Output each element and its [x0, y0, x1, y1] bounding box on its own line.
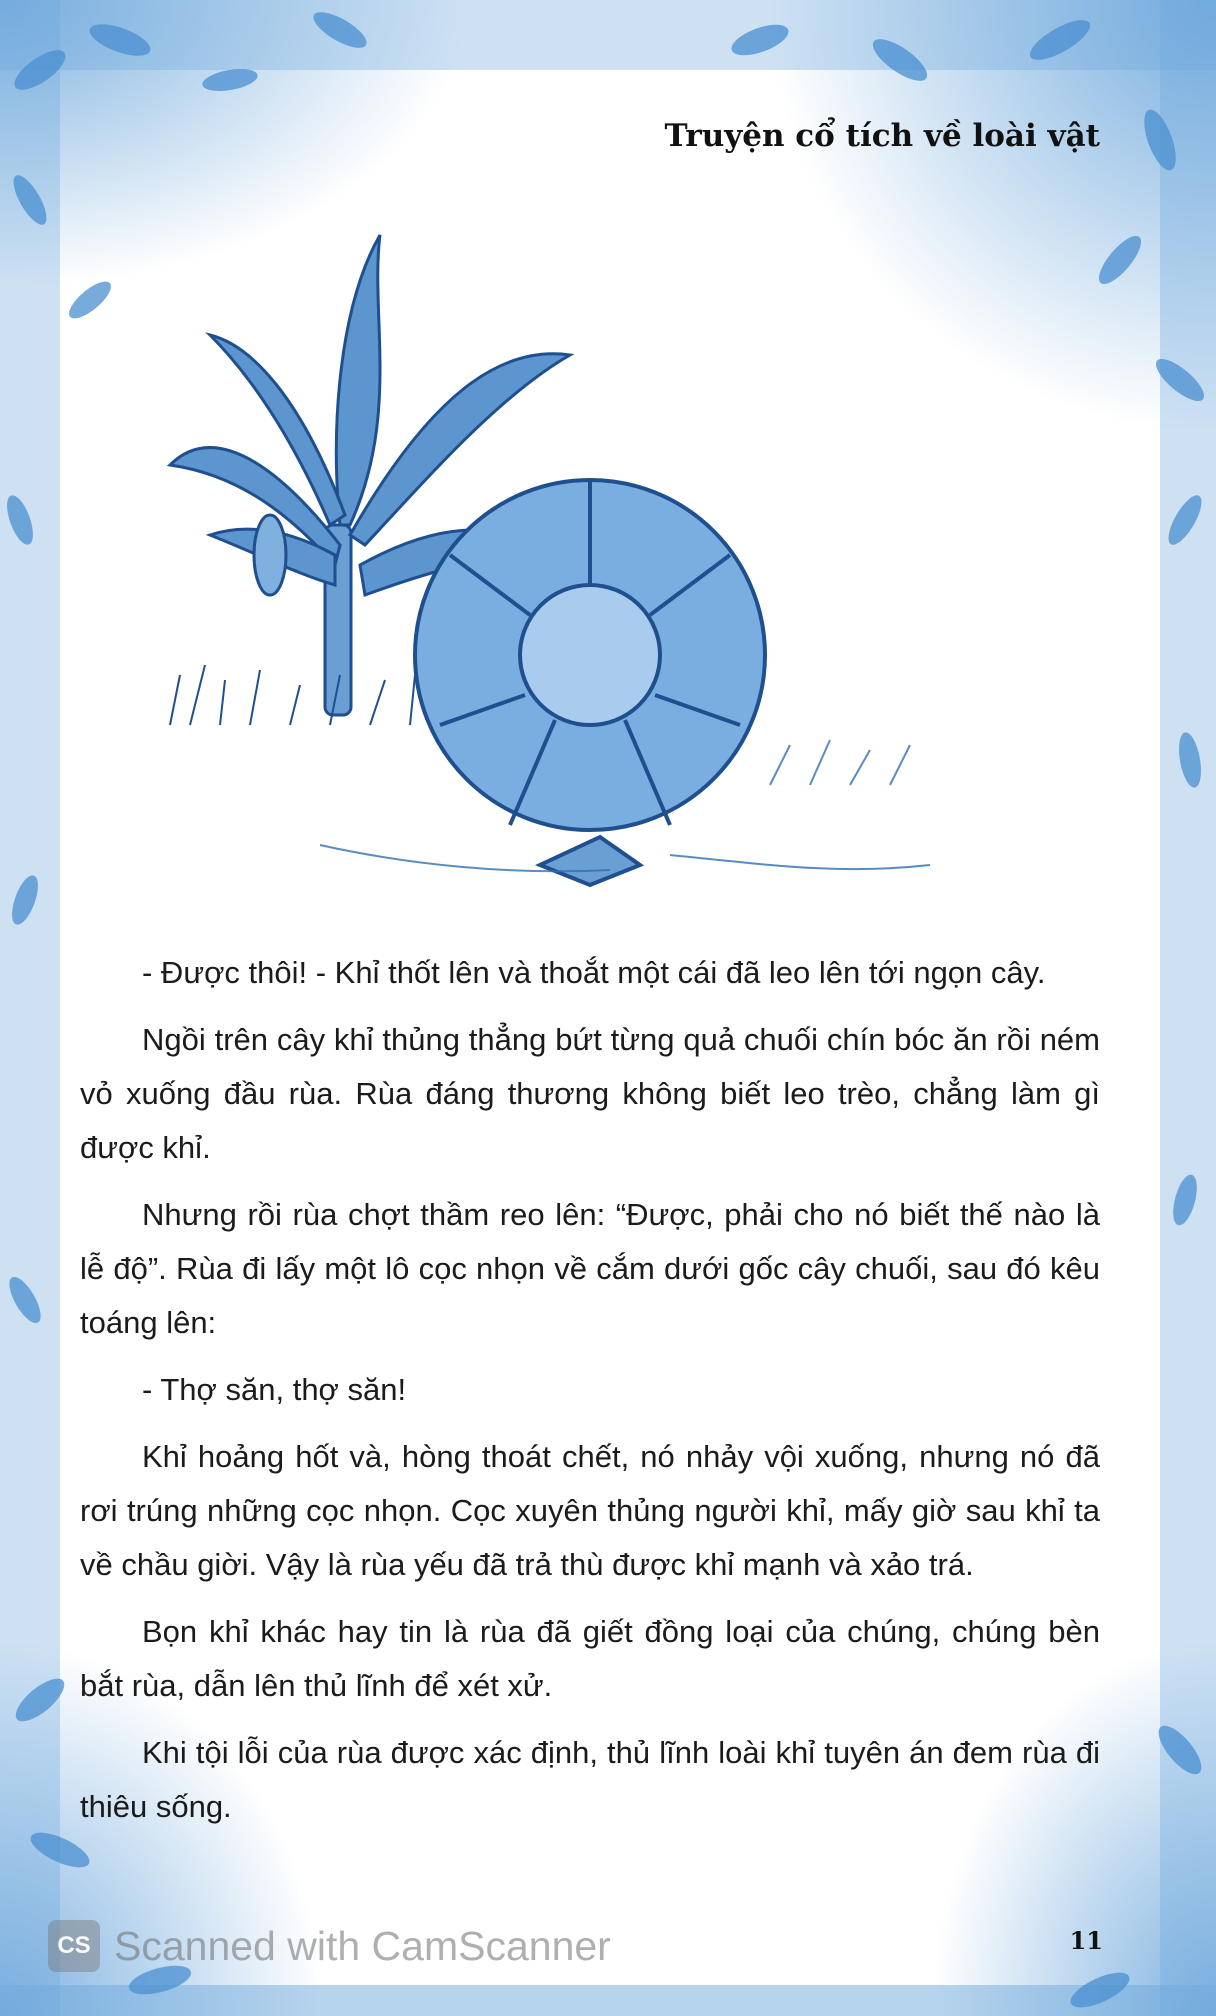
- story-paragraph-2: Ngồi trên cây khỉ thủng thẳng bứt từng quả chuối chín bóc ăn rồi ném vỏ xuống đầu rùa. Rùa đáng thương không biết leo trèo, chẳng làm gì được khỉ.: [80, 1022, 1100, 1165]
- banana-tree-and-turtle-illustration: [150, 225, 980, 925]
- story-paragraph-1: - Được thôi! - Khỉ thốt lên và thoắt một cái đã leo lên tới ngọn cây.: [142, 955, 1046, 990]
- camscanner-watermark: [48, 1918, 611, 1974]
- story-paragraph-3: Nhưng rồi rùa chợt thầm reo lên: “Được, phải cho nó biết thế nào là lễ độ”. Rùa đi lấy một lô cọc nhọn về cắm dưới gốc cây chuối, sau đó kêu toáng lên:: [80, 1197, 1100, 1340]
- page-number: 11: [1069, 1926, 1103, 1955]
- grass-clump: [170, 665, 415, 725]
- story-text: [80, 946, 1100, 1847]
- story-paragraph-6: Bọn khỉ khác hay tin là rùa đã giết đồng loại của chúng, chúng bèn bắt rùa, dẫn lên thủ lĩnh để xét xử.: [80, 1614, 1100, 1703]
- running-header-title: Truyện cổ tích về loài vật: [664, 118, 1100, 154]
- story-paragraph-4: - Thợ săn, thợ săn!: [142, 1372, 407, 1407]
- story-paragraph-5: Khỉ hoảng hốt và, hòng thoát chết, nó nhảy vội xuống, nhưng nó đã rơi trúng những cọc nhọn. Cọc xuyên thủng người khỉ, mấy giờ sau khỉ ta về chầu giời. Vậy là rùa yếu đã trả thù được khỉ mạnh và xảo trá.: [80, 1439, 1100, 1582]
- camscanner-logo-icon: CS: [48, 1920, 100, 1972]
- watermark-text: Scanned with CamScanner: [114, 1922, 611, 1969]
- turtle-drawing: [415, 480, 765, 885]
- story-paragraph-7: Khi tội lỗi của rùa được xác định, thủ lĩnh loài khỉ tuyên án đem rùa đi thiêu sống.: [80, 1735, 1100, 1824]
